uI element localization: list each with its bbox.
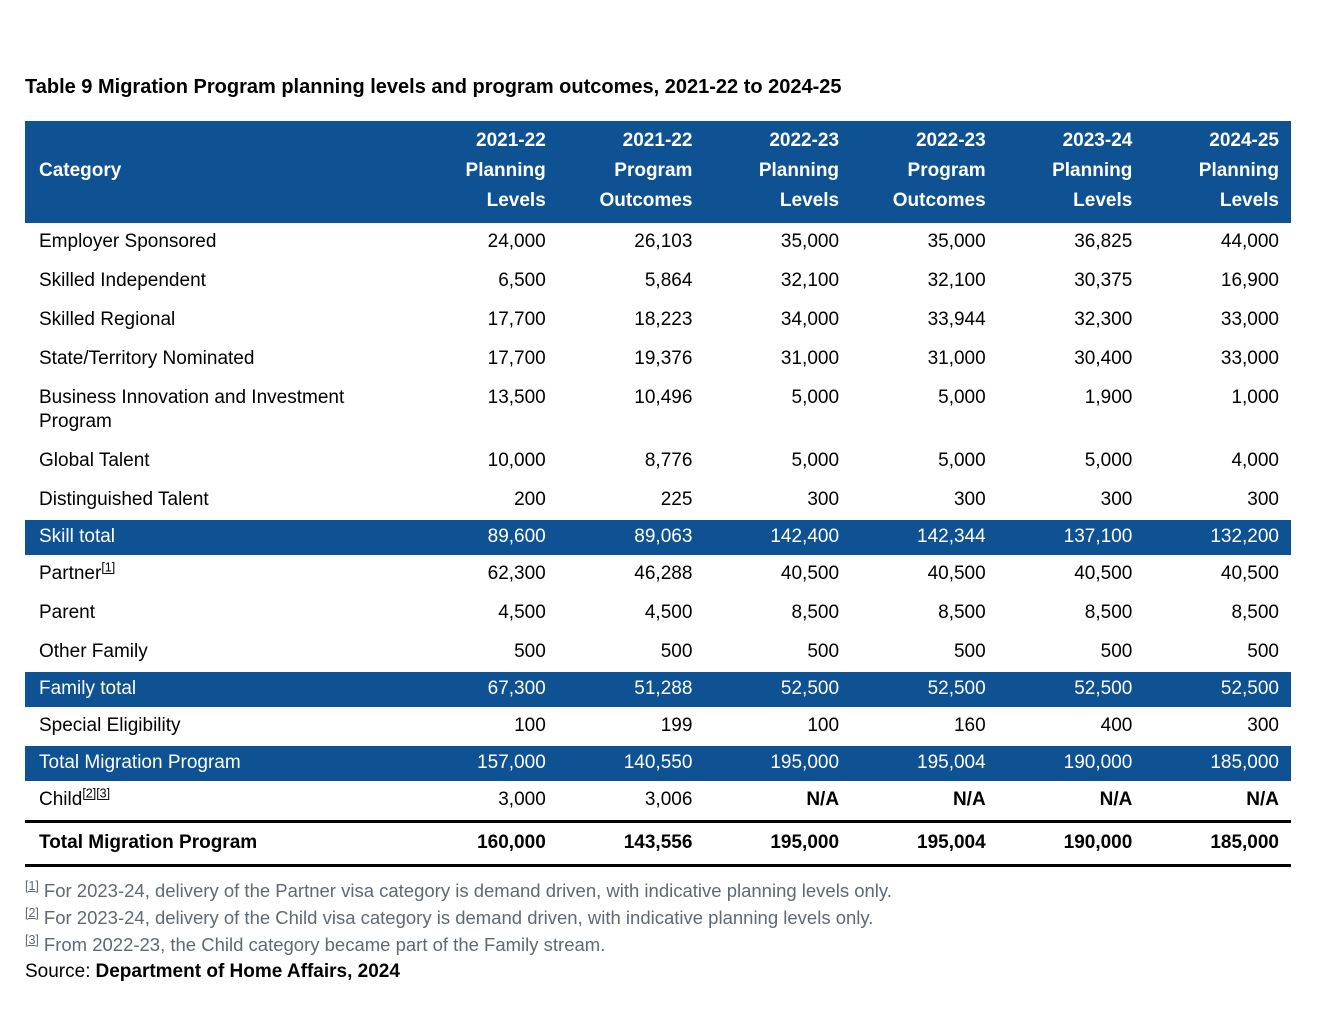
value-cell <box>411 223 558 262</box>
value-cell <box>558 301 705 340</box>
value-cell <box>411 707 558 746</box>
value-cell <box>851 594 998 633</box>
value-text: 8,500 <box>1084 602 1133 623</box>
value-text: 3,000 <box>498 789 546 810</box>
category-cell <box>25 672 411 707</box>
value-text: 31,000 <box>927 348 986 369</box>
value-cell <box>558 672 705 707</box>
column-header-line: Planning <box>1198 160 1279 181</box>
footnote-marker-link[interactable]: [2][3] <box>82 786 111 801</box>
category-cell <box>25 822 411 866</box>
category-cell <box>25 746 411 781</box>
value-cell <box>998 746 1145 781</box>
value-cell <box>998 340 1145 379</box>
value-cell <box>1144 822 1291 866</box>
table-row <box>25 481 1291 520</box>
category-label: State/Territory Nominated <box>39 348 255 369</box>
value-text: 4,500 <box>644 602 693 623</box>
value-text: 34,000 <box>780 309 840 330</box>
column-header-line: 2021-22 <box>476 130 546 151</box>
footnote-marker-link[interactable]: [3] <box>25 932 39 947</box>
value-text: 300 <box>1247 715 1279 736</box>
value-text: 195,000 <box>770 752 840 773</box>
value-text: 190,000 <box>1063 832 1133 853</box>
category-label: Family total <box>39 678 137 699</box>
value-cell <box>998 223 1145 262</box>
table-row <box>25 594 1291 633</box>
column-header-line: 2021-22 <box>622 130 693 151</box>
footnote <box>25 904 1291 931</box>
value-text: 195,004 <box>917 832 986 853</box>
category-label: Employer Sponsored <box>39 231 217 252</box>
column-header <box>25 121 411 223</box>
value-cell <box>1144 340 1291 379</box>
value-cell <box>851 746 998 781</box>
value-cell <box>558 442 705 481</box>
value-cell <box>558 262 705 301</box>
value-text: 190,000 <box>1063 752 1133 773</box>
value-cell <box>998 594 1145 633</box>
category-cell <box>25 781 411 822</box>
value-cell <box>851 555 998 594</box>
category-label: Child <box>39 789 83 810</box>
value-text: 52,500 <box>780 678 840 699</box>
value-text: 8,776 <box>644 450 693 471</box>
value-cell <box>998 555 1145 594</box>
value-text: 33,944 <box>927 309 986 330</box>
value-text: 1,900 <box>1084 387 1133 408</box>
value-text: 300 <box>953 489 986 510</box>
footnote-marker-link[interactable]: [2] <box>25 905 39 920</box>
category-cell <box>25 707 411 746</box>
value-cell <box>998 379 1145 442</box>
value-text: 6,500 <box>498 270 546 291</box>
value-text: 18,223 <box>634 309 693 330</box>
value-cell <box>998 822 1145 866</box>
value-text: 140,550 <box>623 752 693 773</box>
value-cell <box>851 781 998 822</box>
value-text: 89,063 <box>634 526 693 547</box>
value-text: 500 <box>807 641 840 662</box>
category-cell <box>25 520 411 555</box>
value-cell <box>411 301 558 340</box>
value-text: 13,500 <box>487 387 546 408</box>
value-cell <box>704 340 851 379</box>
value-text: 32,100 <box>780 270 840 291</box>
value-text: 30,375 <box>1074 270 1133 291</box>
value-cell <box>704 781 851 822</box>
value-text: 8,500 <box>1231 602 1279 623</box>
value-cell <box>411 555 558 594</box>
category-cell <box>25 301 411 340</box>
value-text: 10,000 <box>487 450 546 471</box>
grand-total-row <box>25 822 1291 866</box>
value-cell <box>1144 301 1291 340</box>
value-text: 1,000 <box>1231 387 1279 408</box>
footnotes <box>25 877 1291 958</box>
table-body <box>25 223 1291 866</box>
total-row <box>25 672 1291 707</box>
table-row <box>25 223 1291 262</box>
value-cell <box>558 633 705 672</box>
category-label: Special Eligibility <box>39 715 181 736</box>
category-cell <box>25 223 411 262</box>
category-cell <box>25 340 411 379</box>
value-cell <box>411 520 558 555</box>
value-cell <box>1144 379 1291 442</box>
value-text: 143,556 <box>623 832 693 853</box>
footnote-text: For 2023-24, delivery of the Partner visa category is demand driven, with indicative planning levels only. <box>43 880 892 901</box>
value-cell <box>851 822 998 866</box>
value-text: N/A <box>1099 789 1133 810</box>
value-text: 62,300 <box>487 563 546 584</box>
value-cell <box>1144 520 1291 555</box>
value-text: 300 <box>1100 489 1133 510</box>
table-header-row <box>25 121 1291 223</box>
value-text: 185,000 <box>1210 832 1279 853</box>
source-label: Source: <box>25 961 91 982</box>
value-text: 142,400 <box>770 526 840 547</box>
category-label: Partner <box>39 563 102 584</box>
value-cell <box>998 301 1145 340</box>
value-cell <box>558 520 705 555</box>
value-text: 5,864 <box>644 270 693 291</box>
value-text: 142,344 <box>917 526 986 547</box>
table-row <box>25 301 1291 340</box>
value-cell <box>851 223 998 262</box>
category-label: Other Family <box>39 641 148 662</box>
value-cell <box>704 707 851 746</box>
value-text: 32,100 <box>927 270 986 291</box>
value-text: 160,000 <box>477 832 546 853</box>
value-text: 500 <box>514 641 546 662</box>
value-cell <box>558 781 705 822</box>
category-label: Skill total <box>39 526 116 547</box>
value-cell <box>558 594 705 633</box>
value-text: 52,500 <box>1074 678 1133 699</box>
table-row <box>25 442 1291 481</box>
value-cell <box>1144 223 1291 262</box>
value-text: 195,004 <box>917 752 986 773</box>
footnote-text: For 2023-24, delivery of the Child visa category is demand driven, with indicative planning levels only. <box>43 907 874 928</box>
value-cell <box>704 262 851 301</box>
source-value: Department of Home Affairs, 2024 <box>95 961 400 982</box>
value-text: 4,500 <box>498 602 546 623</box>
value-cell <box>558 223 705 262</box>
value-cell <box>1144 555 1291 594</box>
total-row <box>25 520 1291 555</box>
value-cell <box>411 822 558 866</box>
column-header-line: 2024-25 <box>1209 130 1279 151</box>
column-header <box>998 121 1145 223</box>
value-cell <box>704 301 851 340</box>
column-header-line: Planning <box>465 160 546 181</box>
value-cell <box>558 340 705 379</box>
value-cell <box>704 520 851 555</box>
value-cell <box>704 746 851 781</box>
value-cell <box>1144 707 1291 746</box>
value-text: 67,300 <box>487 678 546 699</box>
value-text: 52,500 <box>927 678 986 699</box>
value-cell <box>851 672 998 707</box>
value-cell <box>851 301 998 340</box>
value-text: 46,288 <box>634 563 693 584</box>
column-header-line: 2022-23 <box>915 130 986 151</box>
table-row <box>25 781 1291 822</box>
value-text: 19,376 <box>634 348 693 369</box>
category-cell <box>25 442 411 481</box>
value-cell <box>998 781 1145 822</box>
category-label: Total Migration Program <box>39 832 258 853</box>
value-text: 132,200 <box>1210 526 1279 547</box>
value-cell <box>1144 746 1291 781</box>
value-cell <box>851 262 998 301</box>
value-cell <box>411 442 558 481</box>
value-cell <box>411 340 558 379</box>
category-cell <box>25 481 411 520</box>
value-text: 137,100 <box>1063 526 1133 547</box>
value-text: 5,000 <box>938 387 986 408</box>
value-cell <box>411 746 558 781</box>
table-row <box>25 379 1291 442</box>
value-text: 195,000 <box>770 832 840 853</box>
value-text: 35,000 <box>780 231 840 252</box>
value-cell <box>998 672 1145 707</box>
value-text: 51,288 <box>634 678 693 699</box>
value-text: 40,500 <box>1220 563 1279 584</box>
value-text: 52,500 <box>1220 678 1279 699</box>
footnote-marker-link[interactable]: [1] <box>25 878 39 893</box>
column-header-line: Levels <box>779 190 840 211</box>
value-text: N/A <box>1246 789 1279 810</box>
value-text: 8,500 <box>938 602 986 623</box>
column-header-line: Levels <box>1219 190 1279 211</box>
category-label: Skilled Independent <box>39 270 206 291</box>
value-text: 157,000 <box>477 752 546 773</box>
value-text: 31,000 <box>780 348 840 369</box>
column-header-line: Category <box>39 160 122 181</box>
value-text: 185,000 <box>1210 752 1279 773</box>
footnote <box>25 877 1291 904</box>
value-text: 16,900 <box>1220 270 1279 291</box>
category-label: Global Talent <box>39 450 150 471</box>
value-cell <box>704 672 851 707</box>
value-text: 44,000 <box>1220 231 1279 252</box>
category-cell <box>25 379 411 442</box>
value-text: 300 <box>1247 489 1279 510</box>
column-header-line: Program <box>614 160 693 181</box>
table-header <box>25 121 1291 223</box>
value-text: 33,000 <box>1220 348 1279 369</box>
value-cell <box>558 379 705 442</box>
value-text: 300 <box>807 489 840 510</box>
value-cell <box>851 379 998 442</box>
value-cell <box>558 746 705 781</box>
value-text: 33,000 <box>1220 309 1279 330</box>
value-text: 500 <box>953 641 986 662</box>
value-text: 500 <box>660 641 693 662</box>
value-cell <box>411 594 558 633</box>
value-cell <box>1144 481 1291 520</box>
value-text: 100 <box>807 715 840 736</box>
footnote <box>25 931 1291 958</box>
value-text: 5,000 <box>938 450 986 471</box>
value-text: 17,700 <box>487 309 546 330</box>
value-cell <box>704 481 851 520</box>
value-cell <box>851 520 998 555</box>
column-header-line: Outcomes <box>892 190 986 211</box>
total-row <box>25 746 1291 781</box>
value-cell <box>998 442 1145 481</box>
table-row <box>25 262 1291 301</box>
column-header-line: Program <box>907 160 986 181</box>
value-cell <box>704 822 851 866</box>
value-cell <box>851 707 998 746</box>
value-text: 26,103 <box>634 231 693 252</box>
category-cell <box>25 594 411 633</box>
value-text: 10,496 <box>634 387 693 408</box>
category-label: Skilled Regional <box>39 309 176 330</box>
column-header-line: Planning <box>758 160 840 181</box>
value-cell <box>998 520 1145 555</box>
value-cell <box>998 707 1145 746</box>
value-text: 5,000 <box>791 450 840 471</box>
column-header <box>1144 121 1291 223</box>
value-text: 8,500 <box>791 602 840 623</box>
column-header-line: Levels <box>486 190 546 211</box>
value-cell <box>998 633 1145 672</box>
value-cell <box>411 633 558 672</box>
column-header <box>851 121 998 223</box>
column-header-line: Outcomes <box>599 190 693 211</box>
value-text: 35,000 <box>927 231 986 252</box>
value-cell <box>558 707 705 746</box>
column-header <box>411 121 558 223</box>
column-header-line: 2023-24 <box>1062 130 1133 151</box>
value-text: 32,300 <box>1074 309 1133 330</box>
value-cell <box>998 481 1145 520</box>
migration-program-table <box>25 121 1291 867</box>
table-row <box>25 340 1291 379</box>
value-cell <box>704 442 851 481</box>
value-cell <box>851 340 998 379</box>
value-cell <box>851 633 998 672</box>
table-row <box>25 707 1291 746</box>
value-cell <box>411 672 558 707</box>
value-cell <box>704 555 851 594</box>
column-header-line: 2022-23 <box>769 130 840 151</box>
value-cell <box>851 481 998 520</box>
value-cell <box>704 594 851 633</box>
value-text: 500 <box>1247 641 1279 662</box>
value-cell <box>411 781 558 822</box>
value-text: N/A <box>806 789 840 810</box>
column-header <box>704 121 851 223</box>
value-cell <box>1144 633 1291 672</box>
value-cell <box>1144 442 1291 481</box>
footnote-text: From 2022-23, the Child category became part of the Family stream. <box>43 934 606 955</box>
value-cell <box>1144 672 1291 707</box>
column-header <box>558 121 705 223</box>
category-cell <box>25 633 411 672</box>
value-text: 4,000 <box>1231 450 1279 471</box>
source-line <box>25 958 1291 985</box>
value-text: 100 <box>514 715 546 736</box>
value-text: 24,000 <box>487 231 546 252</box>
value-cell <box>558 481 705 520</box>
table-row <box>25 633 1291 672</box>
value-cell <box>851 442 998 481</box>
value-text: 400 <box>1100 715 1133 736</box>
value-text: 160 <box>953 715 986 736</box>
value-text: 5,000 <box>791 387 840 408</box>
category-cell <box>25 555 411 594</box>
value-text: 17,700 <box>487 348 546 369</box>
value-cell <box>411 481 558 520</box>
value-cell <box>558 822 705 866</box>
table-title: Table 9 Migration Program planning levels and program outcomes, 2021-22 to 2024-25 <box>25 76 842 98</box>
value-cell <box>704 223 851 262</box>
category-label: Distinguished Talent <box>39 489 209 510</box>
value-text: 199 <box>660 715 693 736</box>
value-text: 200 <box>514 489 546 510</box>
value-text: N/A <box>952 789 986 810</box>
value-cell <box>411 262 558 301</box>
value-text: 5,000 <box>1084 450 1133 471</box>
value-cell <box>411 379 558 442</box>
value-text: 40,500 <box>927 563 986 584</box>
category-label: Parent <box>39 602 95 623</box>
value-text: 3,006 <box>644 789 693 810</box>
footnote-marker-link[interactable]: [1] <box>101 560 116 575</box>
value-cell <box>1144 262 1291 301</box>
category-cell <box>25 262 411 301</box>
column-header-line: Levels <box>1073 190 1133 211</box>
value-cell <box>558 555 705 594</box>
value-text: 36,825 <box>1074 231 1133 252</box>
value-cell <box>1144 781 1291 822</box>
value-text: 30,400 <box>1074 348 1133 369</box>
value-text: 40,500 <box>1074 563 1133 584</box>
value-cell <box>1144 594 1291 633</box>
value-text: 500 <box>1100 641 1133 662</box>
value-cell <box>704 633 851 672</box>
value-text: 89,600 <box>487 526 546 547</box>
category-label: Business Innovation and Investment Program <box>39 387 345 432</box>
column-header-line: Planning <box>1052 160 1133 181</box>
value-cell <box>998 262 1145 301</box>
table-row <box>25 555 1291 594</box>
category-label: Total Migration Program <box>39 752 241 773</box>
value-cell <box>704 379 851 442</box>
value-text: 225 <box>660 489 693 510</box>
value-text: 40,500 <box>780 563 840 584</box>
